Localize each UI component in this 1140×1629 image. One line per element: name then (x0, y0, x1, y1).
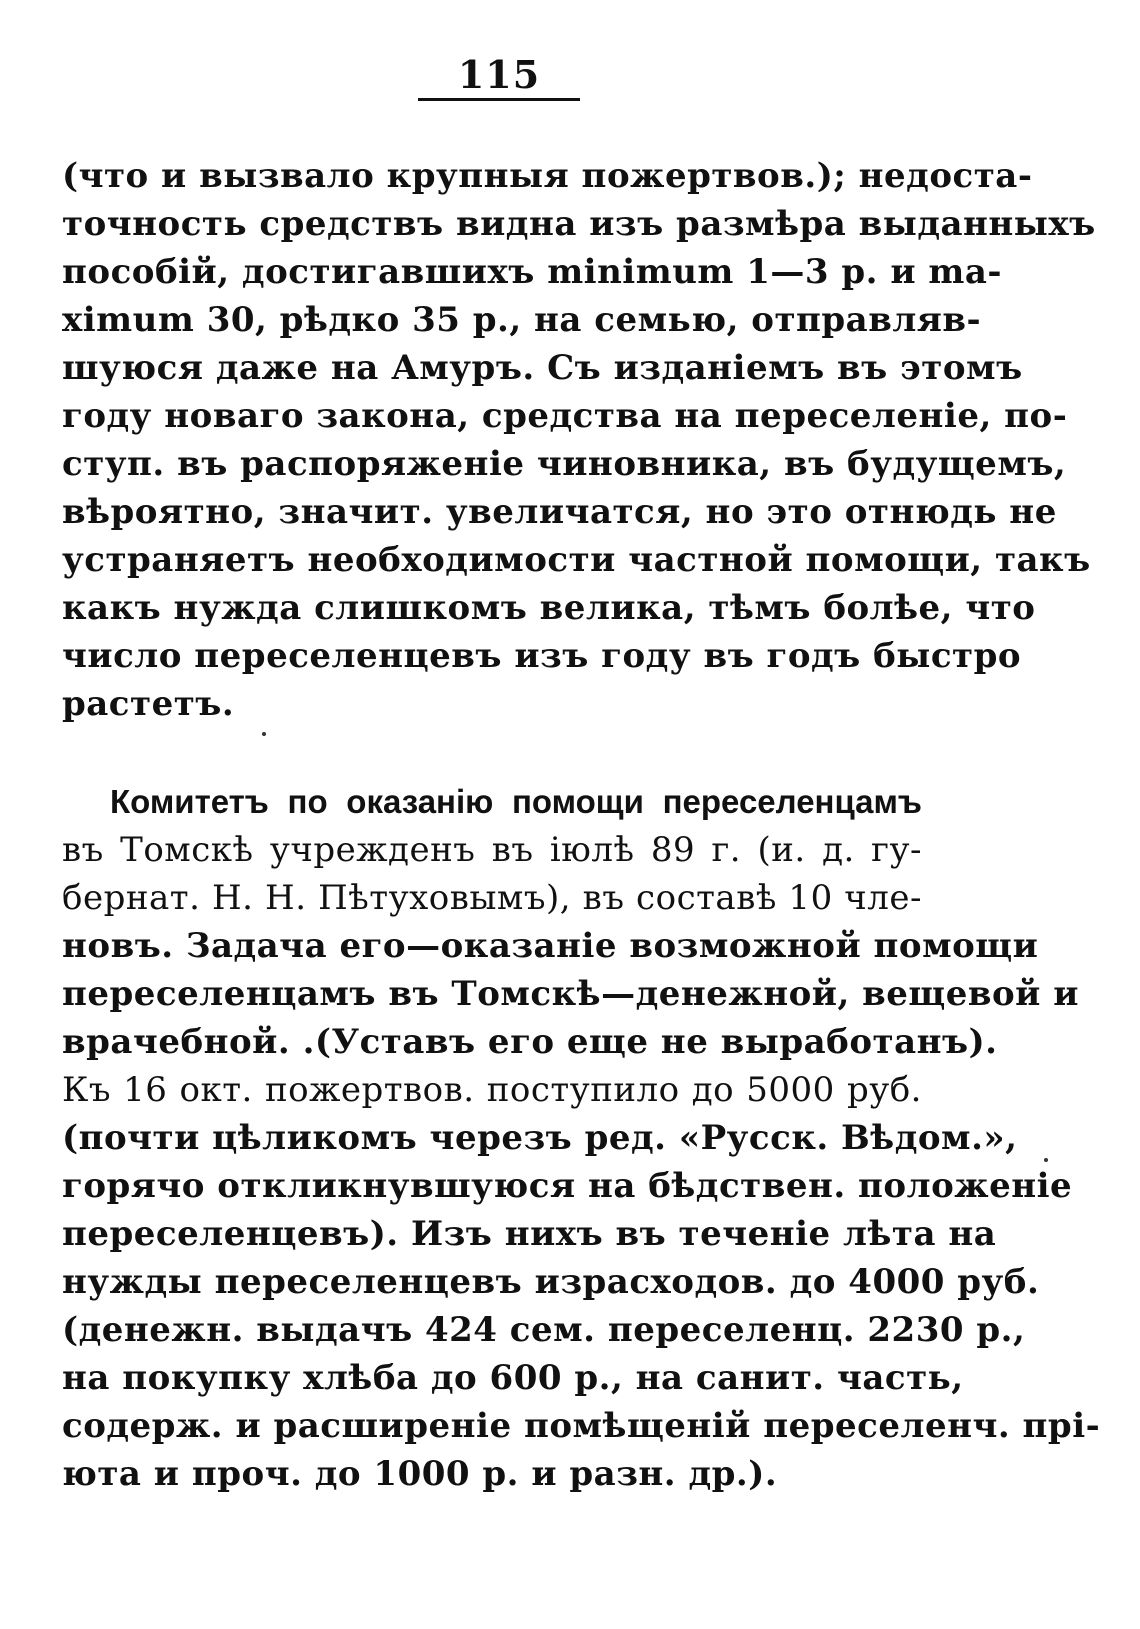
text-line: содерж. и расширеніе помѣщеній переселенч. прі- (62, 1406, 1101, 1446)
text-line: врачебной. .(Уставъ его еще не выработанъ). (62, 1022, 998, 1062)
text-line: (денежн. выдачъ 424 сем. переселенц. 2230 р., (62, 1310, 1026, 1350)
page-number-rule (418, 98, 580, 101)
page-number: 115 (457, 52, 541, 97)
text-line: Къ 16 окт. пожертвов. поступило до 5000 руб. (62, 1070, 922, 1110)
text-line: бернат. Н. Н. Пѣтуховымъ), въ составѣ 10 чле- (62, 878, 922, 918)
text-line: новъ. Задача его—оказаніе возможной помощи (62, 926, 1039, 966)
text-line: вѣроятно, значит. увеличатся, но это отнюдь не (62, 492, 1057, 532)
text-line: году новаго закона, средства на переселеніе, по- (62, 396, 1068, 436)
text-line: ximum 30, рѣдко 35 р., на семью, отправляв- (62, 300, 982, 340)
text-line: нужды переселенцевъ израсходов. до 4000 руб. (62, 1262, 1040, 1302)
text-line: точность средствъ видна изъ размѣра выданныхъ (62, 204, 1096, 244)
text-line: въ Томскѣ учрежденъ въ іюлѣ 89 г. (и. д. гу- (62, 830, 922, 870)
text-line: переселенцевъ). Изъ нихъ въ теченіе лѣта на (62, 1214, 997, 1254)
text-line: пособій, достигавшихъ minimum 1—3 р. и ma- (62, 252, 1002, 292)
paragraph-1 (62, 152, 1096, 728)
text-line: какъ нужда слишкомъ велика, тѣмъ болѣе, что (62, 588, 1036, 628)
text-line: юта и проч. до 1000 р. и разн. др.). (62, 1454, 778, 1494)
text-line: (что и вызвало крупныя пожертвов.); недоста- (62, 156, 1033, 196)
text-line: (почти цѣликомъ черезъ ред. «Русск. Вѣдом.», (62, 1118, 1018, 1158)
section-heading: Комитетъ по оказанію помощи переселенцамъ (110, 783, 922, 820)
text-line: устраняетъ необходимости частной помощи, такъ (62, 540, 1091, 580)
print-speck (1044, 1158, 1048, 1162)
text-line: растетъ. (62, 684, 235, 724)
print-speck (262, 732, 266, 736)
text-line: горячо откликнувшуюся на бѣдствен. положеніе (62, 1166, 1073, 1206)
text-line: число переселенцевъ изъ году въ годъ быстро (62, 636, 1022, 676)
paragraph-2 (62, 778, 1101, 1498)
text-line: переселенцамъ въ Томскѣ—денежной, вещевой и (62, 974, 1079, 1014)
text-line: на покупку хлѣба до 600 р., на санит. часть, (62, 1358, 964, 1398)
text-line: ступ. въ распоряженіе чиновника, въ будущемъ, (62, 444, 1067, 484)
text-line: шуюся даже на Амуръ. Съ изданіемъ въ этомъ (62, 348, 1023, 388)
